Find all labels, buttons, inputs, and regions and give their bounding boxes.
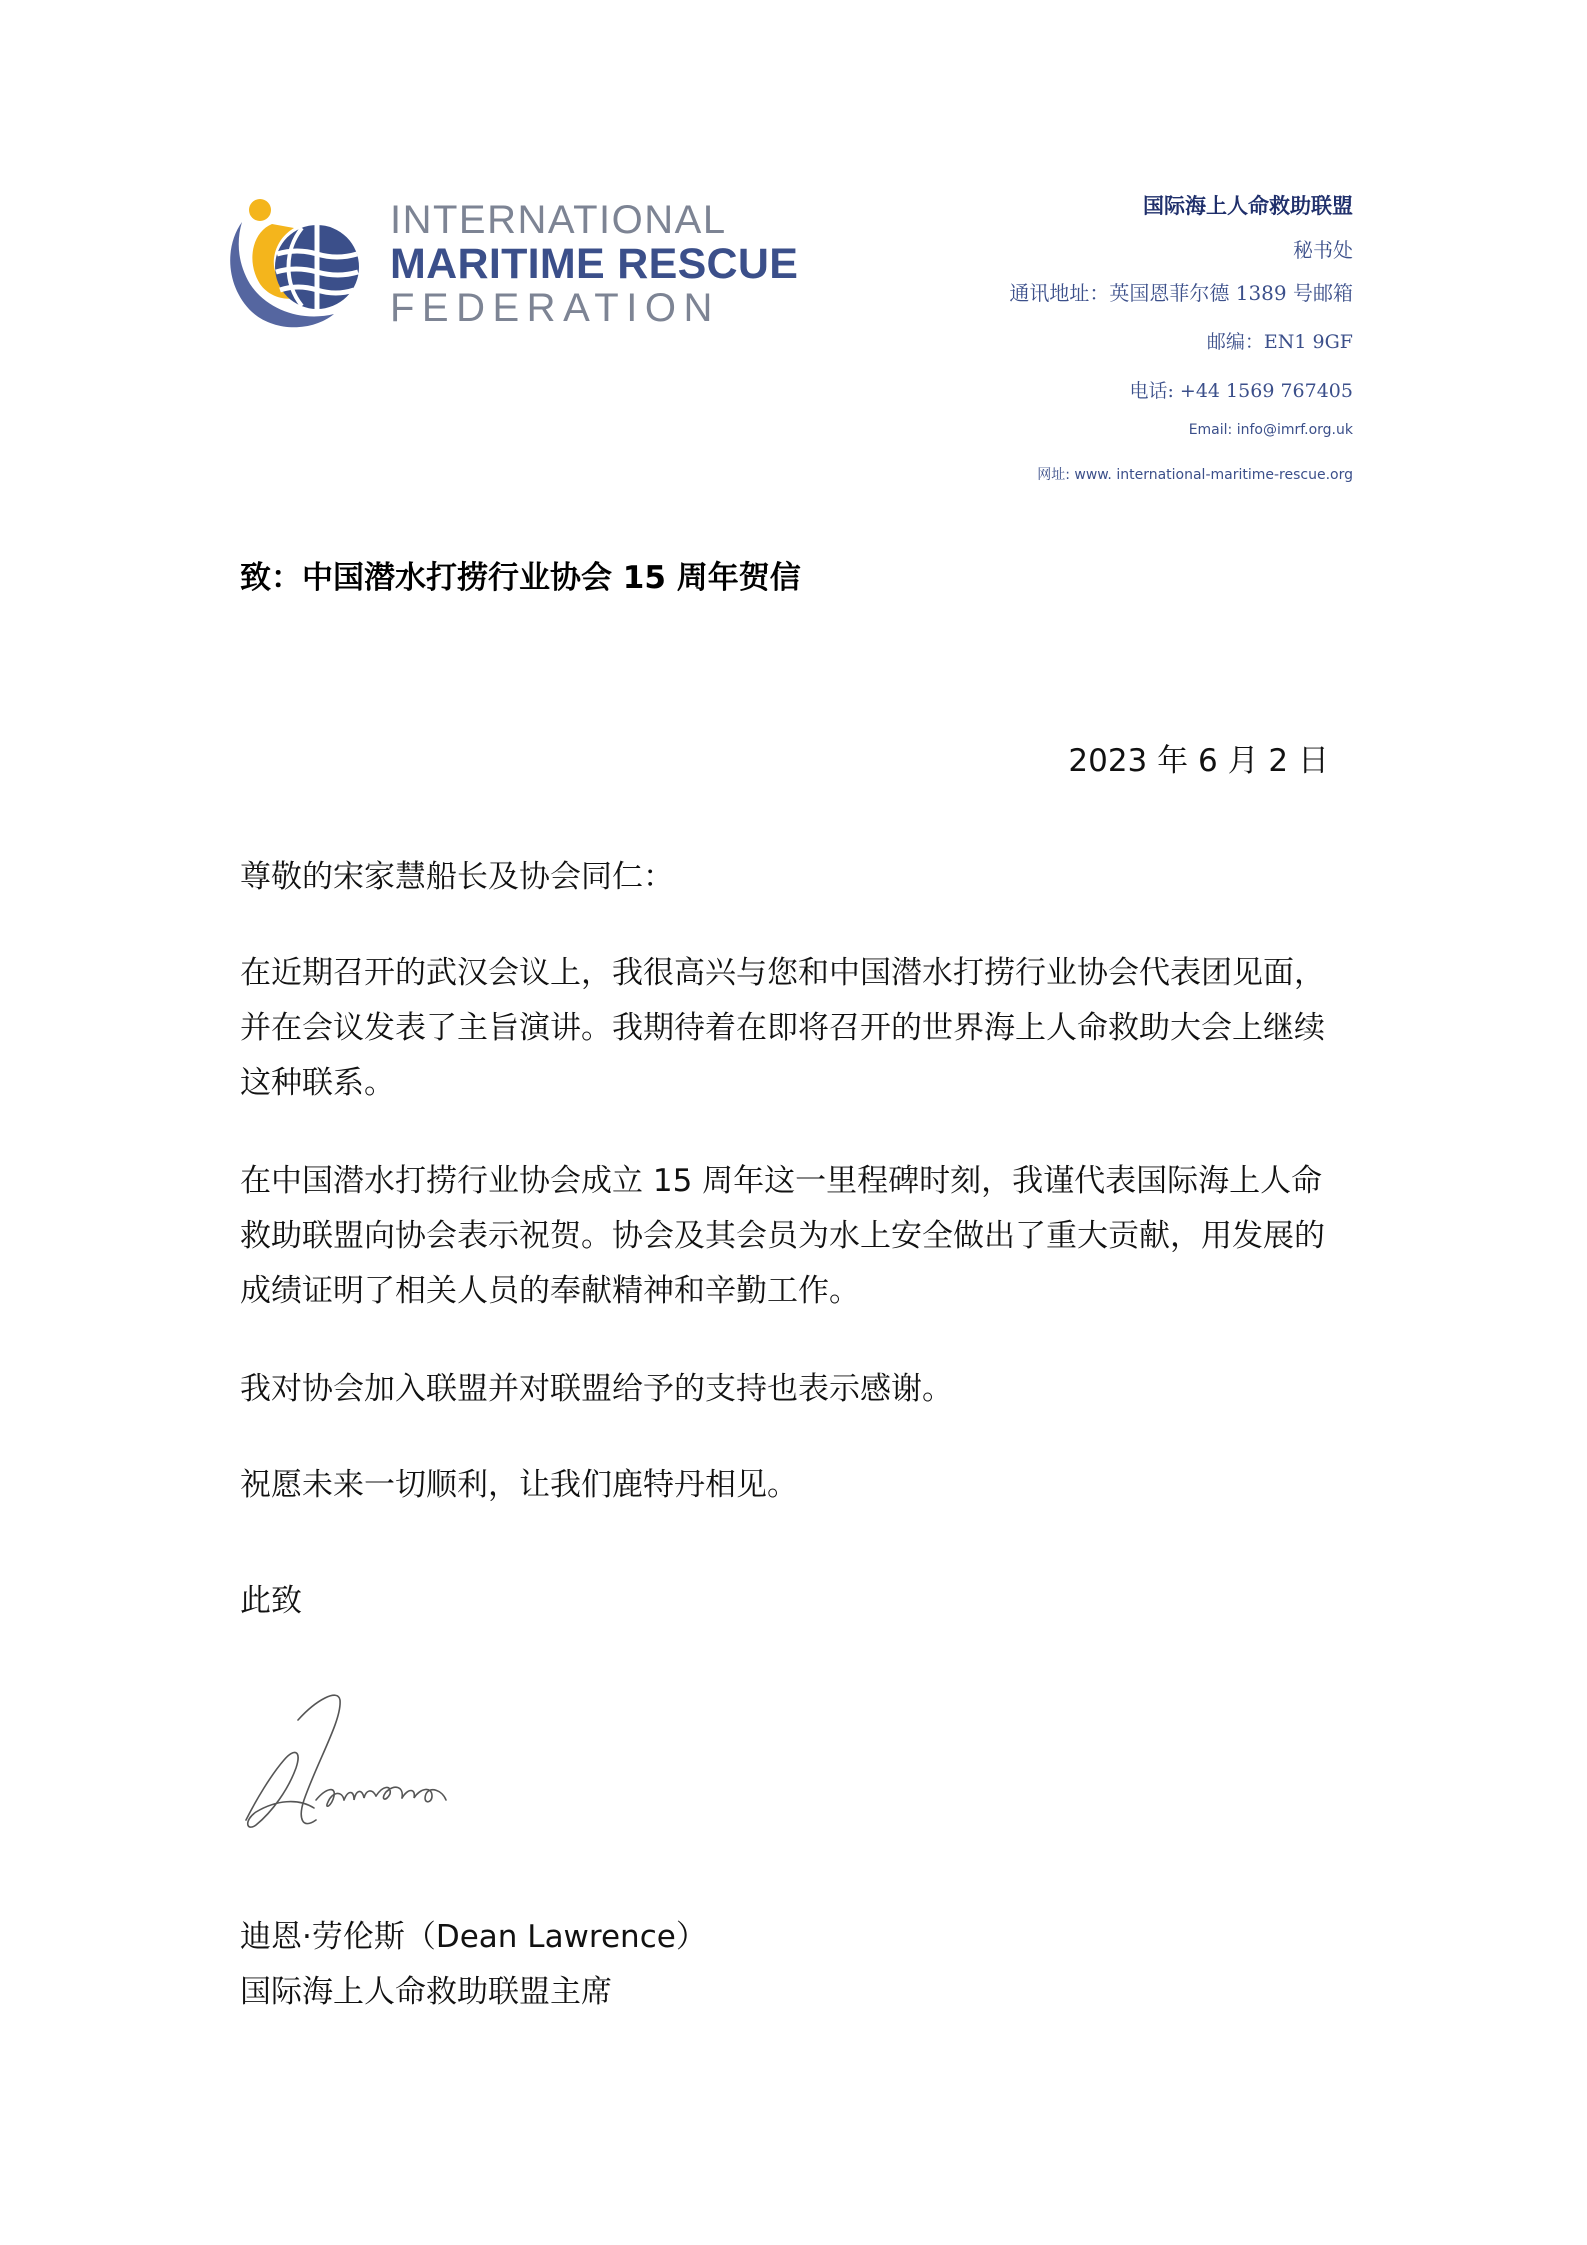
letter-paragraph: 我对协会加入联盟并对联盟给予的支持也表示感谢。 bbox=[240, 1371, 953, 1407]
letter-paragraph: 祝愿未来一切顺利，让我们鹿特丹相见。 bbox=[240, 1467, 798, 1503]
org-address: 通讯地址：英国恩菲尔德 1389 号邮箱 bbox=[1009, 281, 1353, 305]
imrf-emblem-icon bbox=[222, 192, 367, 337]
logo-line-international: INTERNATIONAL bbox=[390, 198, 727, 242]
logo-line-federation: FEDERATION bbox=[390, 286, 720, 330]
letter-paragraph: 在中国潜水打捞行业协会成立 15 周年这一里程碑时刻，我谨代表国际海上人命救助联盟向协会表示祝贺。协会及其会员为水上安全做出了重大贡献，用发展的成绩证明了相关人员的奉献精神和辛勤工作。 bbox=[240, 1163, 1325, 1309]
signer-name: 迪恩·劳伦斯（Dean Lawrence） bbox=[240, 1919, 707, 1955]
signer-title: 国际海上人命救助联盟主席 bbox=[240, 1974, 612, 2010]
org-postcode: 邮编：EN1 9GF bbox=[1206, 331, 1353, 353]
letter-closing: 此致 bbox=[240, 1583, 302, 1619]
org-phone: 电话: +44 1569 767405 bbox=[1129, 380, 1353, 402]
org-website: 网址: www. international-maritime-rescue.org bbox=[1037, 467, 1353, 483]
handwritten-signature bbox=[236, 1680, 476, 1850]
letter-date: 2023 年 6 月 2 日 bbox=[1068, 743, 1329, 779]
logo-line-maritime-rescue: MARITIME RESCUE bbox=[390, 240, 799, 288]
org-email: Email: info@imrf.org.uk bbox=[1188, 422, 1353, 438]
letter-title: 致：中国潜水打捞行业协会 15 周年贺信 bbox=[240, 560, 801, 596]
org-name: 国际海上人命救助联盟 bbox=[1143, 193, 1353, 218]
letter-salutation: 尊敬的宋家慧船长及协会同仁： bbox=[240, 859, 674, 895]
letter-paragraph: 在近期召开的武汉会议上，我很高兴与您和中国潜水打捞行业协会代表团见面，并在会议发表了主旨演讲。我期待着在即将召开的世界海上人命救助大会上继续这种联系。 bbox=[240, 955, 1325, 1101]
org-secretariat: 秘书处 bbox=[1293, 238, 1353, 262]
imrf-logo bbox=[222, 192, 799, 342]
